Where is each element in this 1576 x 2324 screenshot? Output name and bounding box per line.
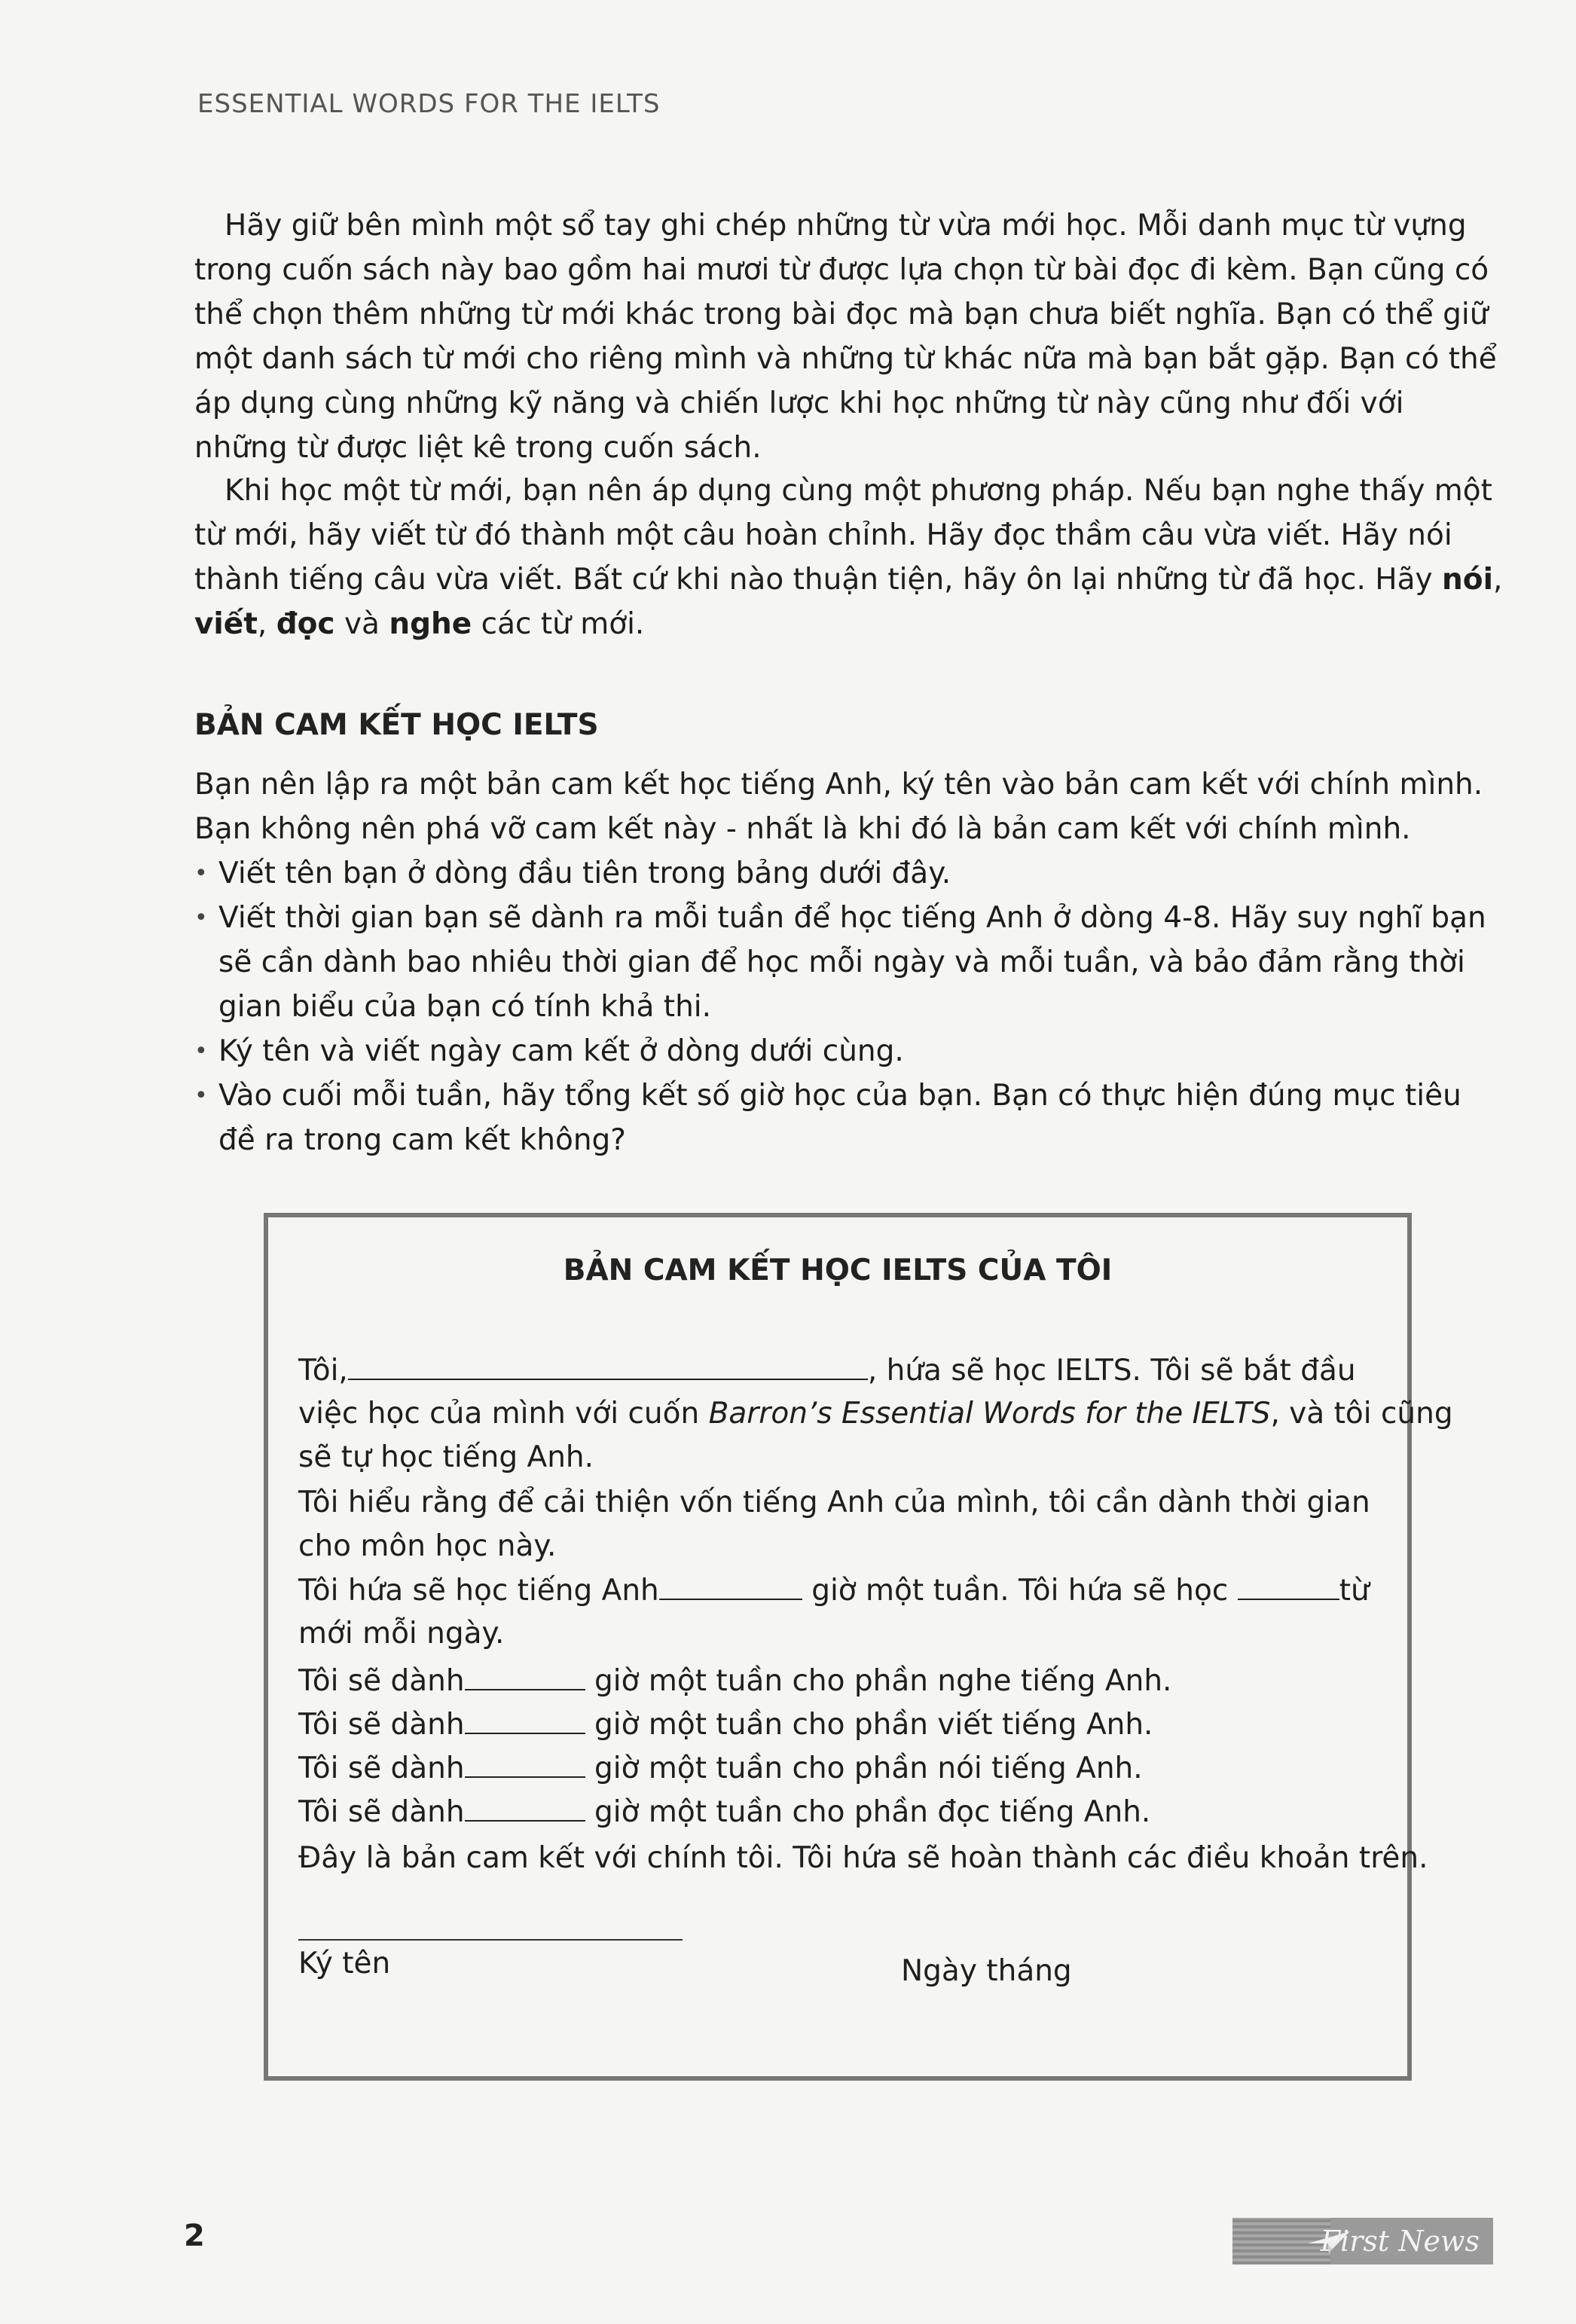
bold-speak: nói xyxy=(1442,563,1493,597)
hours-per-week-blank[interactable] xyxy=(659,1573,802,1600)
list-item: • Vào cuối mỗi tuần, hãy tổng kết số giờ học của bạn. Bạn có thực hiện đúng mục tiêu đề ra trong cam kết không? xyxy=(194,1073,1505,1162)
intro-paragraph-2: Khi học một từ mới, bạn nên áp dụng cùng một phương pháp. Nếu bạn nghe thấy một từ mới, hãy viết từ đó thành một câu hoàn chỉnh. Hãy đọc thầm câu vừa viết. Hãy nói thành tiếng câu vừa viết. Bất cứ khi nào thuận tiện, hãy ôn lại những từ đã học. Hãy nói, viết, đọc và nghe các từ mới. xyxy=(194,474,1503,641)
reading-hours-blank[interactable] xyxy=(465,1794,585,1822)
running-header: ESSENTIAL WORDS FOR THE IELTS xyxy=(197,89,661,119)
form-closing: Đây là bản cam kết với chính tôi. Tôi hứa sẽ hoàn thành các điều khoản trên. xyxy=(298,1841,1428,1875)
form-line-2: việc học của mình với cuốn Barron’s Essential Words for the IELTS, và tôi cũng xyxy=(298,1397,1453,1431)
speaking-hours-blank[interactable] xyxy=(465,1751,585,1778)
form-line-6: Tôi hứa sẽ học tiếng Anh giờ một tuần. Tôi hứa sẽ học từ xyxy=(298,1574,1370,1608)
signature-label: Ký tên xyxy=(298,1947,391,1980)
name-blank[interactable] xyxy=(348,1353,868,1380)
list-item: • Viết thời gian bạn sẽ dành ra mỗi tuần để học tiếng Anh ở dòng 4-8. Hãy suy nghĩ bạn sẽ cần dành bao nhiêu thời gian để học mỗi ngày và mỗi tuần, và bảo đảm rằng thời gian biểu của bạn có tính khả thi. xyxy=(194,896,1505,1029)
date-label: Ngày tháng xyxy=(901,1954,1072,1988)
words-per-day-blank[interactable] xyxy=(1238,1573,1339,1600)
publisher-logo xyxy=(1232,2218,1493,2264)
commitment-intro: Bạn nên lập ra một bản cam kết học tiếng Anh, ký tên vào bản cam kết với chính mình. Bạn không nên phá vỡ cam kết này - nhất là khi đó là bản cam kết với chính mình. xyxy=(194,768,1483,846)
form-title: BẢN CAM KẾT HỌC IELTS CỦA TÔI xyxy=(563,1254,1113,1287)
instruction-list xyxy=(194,851,1505,1162)
form-line-read: Tôi sẽ dành giờ một tuần cho phần đọc tiếng Anh. xyxy=(298,1795,1151,1829)
list-item: • Ký tên và viết ngày cam kết ở dòng dưới cùng. xyxy=(194,1029,1505,1073)
book-title: Barron’s Essential Words for the IELTS xyxy=(708,1397,1271,1431)
signature-line[interactable] xyxy=(298,1939,683,1941)
form-line-write: Tôi sẽ dành giờ một tuần cho phần viết tiếng Anh. xyxy=(298,1708,1153,1742)
form-line-1: Tôi, , hứa sẽ học IELTS. Tôi sẽ bắt đầu xyxy=(298,1354,1356,1388)
section-title: BẢN CAM KẾT HỌC IELTS xyxy=(194,708,599,742)
writing-hours-blank[interactable] xyxy=(465,1707,585,1734)
bold-listen: nghe xyxy=(389,607,472,641)
form-line-3: sẽ tự học tiếng Anh. xyxy=(298,1440,594,1474)
form-line-5: cho môn học này. xyxy=(298,1529,557,1563)
form-line-speak: Tôi sẽ dành giờ một tuần cho phần nói tiếng Anh. xyxy=(298,1751,1143,1785)
bold-read: đọc xyxy=(276,607,335,641)
listening-hours-blank[interactable] xyxy=(465,1663,585,1690)
intro-paragraph-1: Hãy giữ bên mình một sổ tay ghi chép những từ vừa mới học. Mỗi danh mục từ vựng trong cuốn sách này bao gồm hai mươi từ được lựa chọn từ bài đọc đi kèm. Bạn cũng có thể chọn thêm những từ mới khác trong bài đọc mà bạn chưa biết nghĩa. Bạn có thể giữ một danh sách từ mới cho riêng mình và những từ khác nữa mà bạn bắt gặp. Bạn có thể áp dụng cùng những kỹ năng và chiến lược khi học những từ này cũng như đối với những từ được liệt kê trong cuốn sách. xyxy=(194,209,1497,465)
logo-text: First News xyxy=(1320,2225,1480,2258)
bold-write: viết xyxy=(194,607,258,641)
form-line-7: mới mỗi ngày. xyxy=(298,1617,505,1651)
form-line-4: Tôi hiểu rằng để cải thiện vốn tiếng Anh của mình, tôi cần dành thời gian xyxy=(298,1486,1370,1519)
page-number: 2 xyxy=(184,2219,205,2253)
commitment-form-box xyxy=(264,1213,1453,2081)
form-line-listen: Tôi sẽ dành giờ một tuần cho phần nghe tiếng Anh. xyxy=(298,1664,1172,1698)
list-item: • Viết tên bạn ở dòng đầu tiên trong bảng dưới đây. xyxy=(194,851,1505,896)
